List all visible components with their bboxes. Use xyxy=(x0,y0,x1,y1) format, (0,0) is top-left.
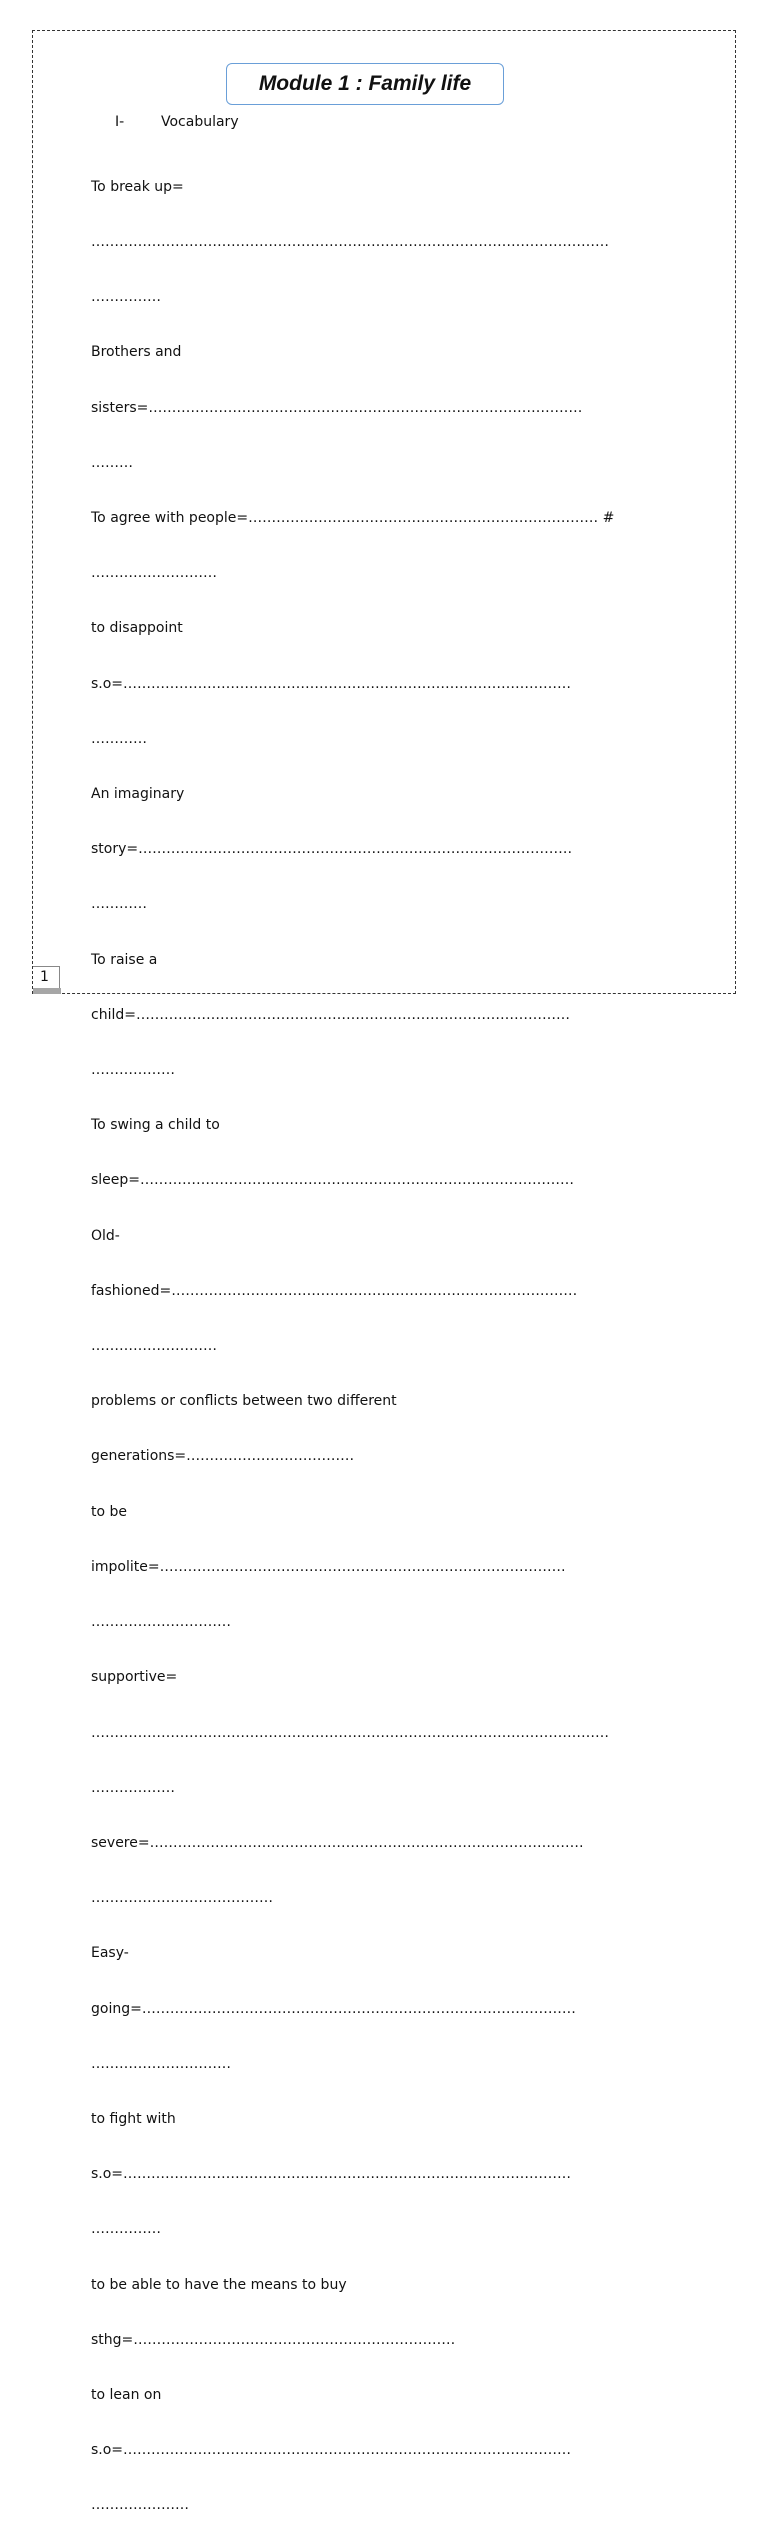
text-line: fashioned=…………………………………………………………………………… xyxy=(91,1282,578,1299)
text-line: ……………………… xyxy=(91,565,217,582)
text-line: To raise a xyxy=(91,951,158,968)
text-line: To break up= xyxy=(91,178,184,195)
text-line: …………… xyxy=(91,289,161,306)
text-line: to disappoint xyxy=(91,620,183,637)
text-line: s.o=…………………………………………………………………………………… xyxy=(91,675,572,692)
vocabulary-list xyxy=(91,141,691,2533)
page-title: Module 1 : Family life xyxy=(258,72,472,95)
page-number: 1 xyxy=(33,966,60,988)
text-line: Brothers and xyxy=(91,344,182,361)
text-line: ………… xyxy=(91,730,147,747)
text-line: To agree with people=………………………………………………………………… # xyxy=(91,510,615,527)
section-label: Vocabulary xyxy=(161,114,239,130)
text-line: to be able to have the means to buy xyxy=(91,2276,347,2293)
text-line: ……… xyxy=(91,454,133,471)
text-line: to be xyxy=(91,1503,128,1520)
text-line: ………………………… xyxy=(91,2055,231,2072)
text-line: sthg=…………………………………………………………… xyxy=(91,2331,456,2348)
text-line: sleep=………………………………………………………………………………… xyxy=(91,1172,575,1189)
text-line: s.o=…………………………………………………………………………………… xyxy=(91,2166,572,2183)
text-line: Easy- xyxy=(91,1945,129,1962)
text-line: supportive= xyxy=(91,1669,178,1686)
text-line: impolite=…………………………………………………………………………… xyxy=(91,1558,566,1575)
text-line: ……………… xyxy=(91,1062,175,1079)
text-line: problems or conflicts between two different xyxy=(91,1393,397,1410)
page-number-bar xyxy=(33,988,61,994)
text-line: Old- xyxy=(91,1227,120,1244)
text-line: ………………… xyxy=(91,2497,189,2514)
text-line: To swing a child to xyxy=(91,1117,220,1134)
text-line: ……………………… xyxy=(91,1338,217,1355)
text-line: generations=……………………………… xyxy=(91,1448,355,1465)
section-heading xyxy=(115,114,239,130)
text-line: to lean on xyxy=(91,2386,162,2403)
text-line: ………… xyxy=(91,896,147,913)
text-line: …………… xyxy=(91,2221,161,2238)
text-line: s.o=…………………………………………………………………………………… xyxy=(91,2442,572,2459)
text-line: to fight with xyxy=(91,2110,176,2127)
section-number: I- xyxy=(115,114,125,130)
text-line: ………………………………………………………………………………………………… xyxy=(91,1724,609,1741)
title-box xyxy=(226,63,504,105)
text-line: ……………… xyxy=(91,1779,175,1796)
text-line: An imaginary xyxy=(91,786,185,803)
text-line: severe=………………………………………………………………………………… xyxy=(91,1834,584,1851)
text-line: going=………………………………………………………………………………… xyxy=(91,2000,576,2017)
text-line: ………………………………………………………………………………………………… xyxy=(91,234,609,251)
text-line: ………………………………… xyxy=(91,1890,273,1907)
text-line: sisters=………………………………………………………………………………… xyxy=(91,399,583,416)
text-line: child=………………………………………………………………………………… xyxy=(91,1006,570,1023)
text-line: story=………………………………………………………………………………… xyxy=(91,841,573,858)
text-line: ………………………… xyxy=(91,1614,231,1631)
